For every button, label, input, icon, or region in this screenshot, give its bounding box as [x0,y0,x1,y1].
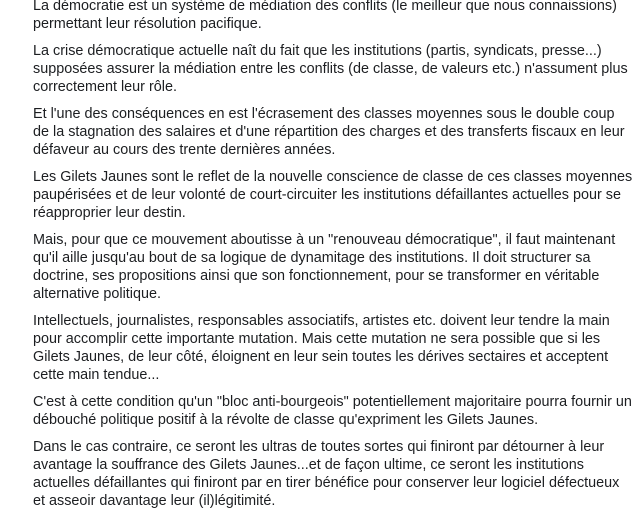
paragraph-1: La démocratie est un système de médiation des conflits (le meilleur que nous connaissions) permettant leur résolution pacifique. [33,0,617,32]
paragraph-4: Les Gilets Jaunes sont le reflet de la nouvelle conscience de classe de ces classes moyennes paupérisées et de leur volonté de court-circuiter les institutions défaillantes actuelles pour se réapproprier leur destin. [33,169,633,221]
paragraph-3: Et l'une des conséquences en est l'écrasement des classes moyennes sous le double coup de la stagnation des salaires et d'une répartition des charges et des transferts fiscaux en leur défaveur au cours des trente dernières années. [33,106,625,158]
paragraph-7: C'est à cette condition qu'un "bloc anti-bourgeois" potentiellement majoritaire pourra fournir un débouché politique positif à la révolte de classe qu'expriment les Gilets Jaunes. [33,394,632,428]
post-body [33,0,633,519]
paragraph-8: Dans le cas contraire, ce seront les ultras de toutes sortes qui finiront par détourner à leur avantage la souffrance des Gilets Jaunes...et de façon ultime, ce seront les institutions actuelles défaillantes qui finiront par en tirer bénéfice pour conserver leur logiciel défectueux et asseoir davantage leur (il)légitimité. [33,439,620,509]
paragraph-5: Mais, pour que ce mouvement aboutisse à un "renouveau démocratique", il faut maintenant qu'il aille jusqu'au bout de sa logique de dynamitage des institutions. Il doit structurer sa doctrine, ses propositions ainsi que son fonctionnement, pour se transformer en véritable alternative politique. [33,232,616,302]
paragraph-2: La crise démocratique actuelle naît du fait que les institutions (partis, syndicats, presse...) supposées assurer la médiation entre les conflits (de classe, de valeurs etc.) n'assument plus correctement leur rôle. [33,43,628,95]
paragraph-6: Intellectuels, journalistes, responsables associatifs, artistes etc. doivent leur tendre la main pour accomplir cette importante mutation. Mais cette mutation ne sera possible que si les Gilets Jaunes, de leur côté, éloignent en leur sein toutes les dérives sectaires et acceptent cette main tendue... [33,313,610,383]
